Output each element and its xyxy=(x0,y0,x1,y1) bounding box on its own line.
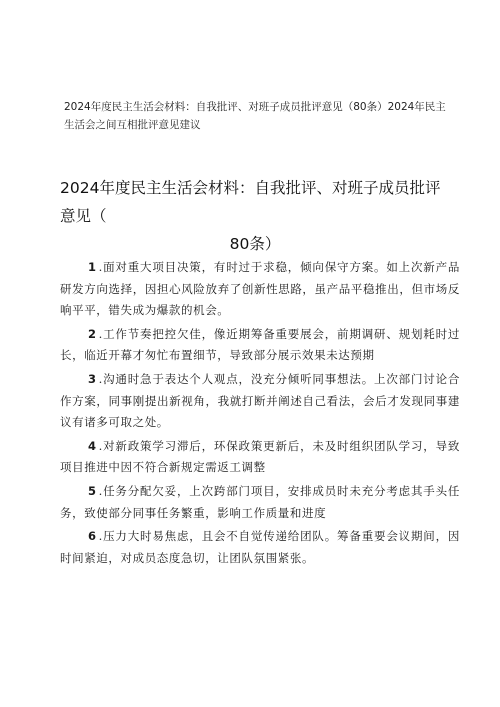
item-number: 2 xyxy=(88,326,97,341)
document-title-line-1: 2024年度民主生活会材料：自我批评、对班子成员批评意见（ xyxy=(60,179,441,225)
document-title xyxy=(60,174,450,258)
list-item xyxy=(60,324,460,367)
item-number: 1 xyxy=(88,260,97,274)
list-item xyxy=(60,526,460,569)
item-text: .对新政策学习滞后，环保政策更新后，未及时组织团队学习，导致项目推进中因不符合新规定需返工调整 xyxy=(60,438,460,475)
item-text: .工作节奏把控欠佳，像近期筹备重要展会，前期调研、规划耗时过长，临近开幕才匆忙布置细节，导致部分展示效果未达预期 xyxy=(60,326,460,363)
list-item xyxy=(60,369,460,434)
item-text: .沟通时急于表达个人观点，没充分倾听同事想法。上次部门讨论合作方案，同事刚提出新视角，我就打断并阐述自己看法，会后才发现同事建议有诸多可取之处。 xyxy=(60,371,460,430)
list-item xyxy=(60,257,460,322)
list-item xyxy=(60,436,460,479)
item-text: .面对重大项目决策，有时过于求稳，倾向保守方案。如上次新产品研发方向选择，因担心风险放弃了创新性思路，虽产品平稳推出，但市场反响平平，错失成为爆款的机会。 xyxy=(60,260,460,318)
item-text: .压力大时易焦虑，且会不自觉传递给团队。筹备重要会议期间，因时间紧迫，对成员态度急切，让团队氛围紧张。 xyxy=(60,529,460,565)
list-item xyxy=(60,481,460,524)
item-number: 4 xyxy=(88,438,97,453)
document-title-line-2: 80条） xyxy=(229,235,281,253)
item-number: 3 xyxy=(88,371,97,386)
critique-list xyxy=(60,257,460,571)
item-number: 5 xyxy=(88,483,97,498)
item-number: 6 xyxy=(88,529,97,544)
page-header-title: 2024年度民主生活会材料：自我批评、对班子成员批评意见（80条）2024年民主生活会之间互相批评意见建议 xyxy=(64,101,446,131)
item-text: .任务分配欠妥，上次跨部门项目，安排成员时未充分考虑其手头任务，致使部分同事任务繁重，影响工作质量和进度 xyxy=(60,483,460,520)
